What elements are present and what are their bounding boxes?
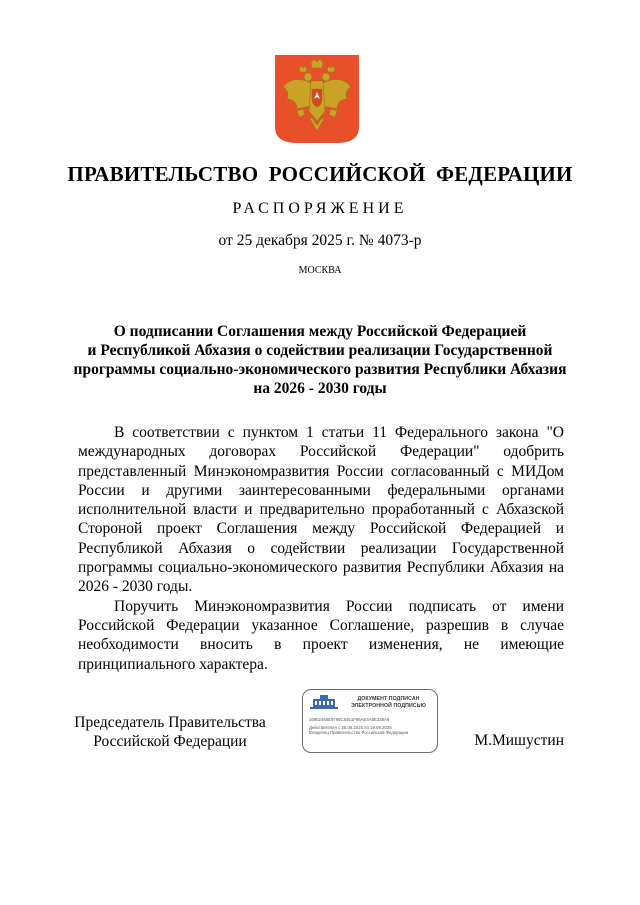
organization-name: ПРАВИТЕЛЬСТВО РОССИЙСКОЙ ФЕДЕРАЦИИ [67, 162, 573, 186]
stamp-certificate: 16902466E9765C5451F86AE4A8E338A9 [309, 717, 390, 722]
stamp-owner: Владелец Правительство Российской Федерации [309, 730, 409, 736]
stamp-validity [309, 725, 433, 736]
body-paragraph: Поручить Минэкономразвития России подписать от имени Российской Федерации указанное Соглашение, разрешив в случае необходимости вносить в проект изменения, не имеющие принципиального характера. [78, 597, 564, 673]
signer-name: М.Мишустин [474, 732, 564, 749]
document-body [78, 423, 564, 674]
signer-position [70, 713, 270, 751]
document-type: РАСПОРЯЖЕНИЕ [232, 200, 408, 217]
stamp-heading-line: ДОКУМЕНТ ПОДПИСАН [357, 696, 420, 702]
document-city: МОСКВА [298, 265, 342, 276]
body-paragraph: В соответствии с пунктом 1 статьи 11 Федерального закона "О международных договорах Российской Федерации" одобрить представленный Минэкономразвития России согласованный с МИДом России и другими заинтересованными федеральными органами исполнительной власти и предварительно проработанный с Абхазской Стороной проект Соглашения между Российской Федерацией и Республикой Абхазия о содействии реализации Государственной программы социально-экономического развития Республики Абхазия на 2026 - 2030 годы. [78, 424, 564, 596]
title-line: программы социально-экономического развития Республики Абхазия [73, 361, 567, 378]
electronic-signature-stamp [302, 689, 438, 753]
government-building-icon [308, 694, 340, 710]
stamp-heading-line: ЭЛЕКТРОННОЙ ПОДПИСЬЮ [351, 702, 426, 709]
document-title [70, 322, 570, 398]
stamp-heading [341, 696, 436, 709]
title-line: и Республикой Абхазия о содействии реализации Государственной [87, 342, 553, 359]
stamp-valid-period: Действителен с 26.06.2025 по 19.09.2026 [309, 725, 392, 730]
signer-position-line: Председатель Правительства [74, 714, 266, 731]
coat-of-arms-icon [275, 55, 359, 143]
title-line: О подписании Соглашения между Российской Федерацией [113, 323, 527, 340]
document-date-number: от 25 декабря 2025 г. № 4073-р [218, 232, 422, 249]
title-line: на 2026 - 2030 годы [253, 380, 387, 397]
signer-position-line: Российской Федерации [93, 733, 247, 750]
